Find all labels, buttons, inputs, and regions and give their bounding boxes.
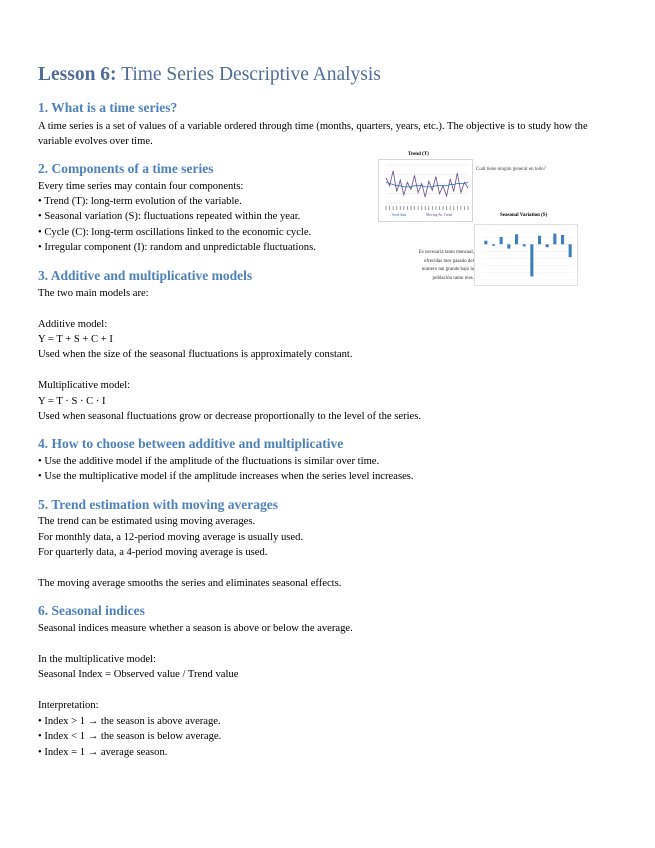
trend-tick-mark — [432, 206, 433, 210]
trend-tick-mark — [425, 206, 426, 210]
trend-tick-mark — [457, 206, 458, 210]
section-1-paragraph: A time series is a set of values of a variable ordered through time (months, quarters, years, etc.). The objective is to study how the variable evolves over time. — [38, 121, 588, 148]
choose-item-multiplicative: • Use the multiplicative model if the amplitude increases when the series level increases. — [38, 471, 414, 482]
seasonal-bar — [561, 235, 564, 244]
seasonal-bar — [492, 244, 495, 245]
seasonal-chart — [474, 224, 578, 286]
trend-tick-mark — [436, 206, 437, 210]
trend-tick-mark — [421, 206, 422, 210]
component-item-irregular: • Irregular component (I): random and unpredictable fluctuations. — [38, 242, 316, 253]
trend-tick-mark — [443, 206, 444, 210]
seasonal-note-line: población tanto mes. — [432, 275, 474, 281]
trend-figure — [378, 152, 473, 222]
trend-legend-average: Moving Av. Trend — [426, 213, 453, 217]
component-item-cycle: • Cycle (C): long-term oscillations linked to the economic cycle. — [38, 227, 312, 238]
seasonal-bar — [515, 234, 518, 244]
additive-model-use: Used when the size of the seasonal fluctuations is approximately constant. — [38, 349, 353, 360]
trend-tick-mark — [460, 206, 461, 210]
seasonal-bar — [546, 244, 549, 247]
page-title — [38, 64, 381, 86]
seasonal-note-line: número tan grande bajo la — [421, 267, 474, 272]
seasonal-bar — [523, 244, 526, 246]
trend-tick-mark — [389, 206, 390, 210]
seasonal-bar — [569, 244, 572, 257]
seasonal-bar — [553, 234, 556, 245]
trend-tick-mark — [400, 206, 401, 210]
section-2-intro: Every time series may contain four components: — [38, 181, 244, 192]
trend-figure-note: Cuál tiene ningún general en todo? — [476, 167, 546, 172]
section-6-heading: 6. Seasonal indices — [38, 603, 145, 618]
section-1-heading: 1. What is a time series? — [38, 100, 178, 115]
seasonal-bar — [530, 244, 533, 276]
section-3-heading: 3. Additive and multiplicative models — [38, 268, 253, 283]
trend-tick-mark — [403, 206, 404, 210]
section-5-heading: 5. Trend estimation with moving averages — [38, 497, 278, 512]
trend-tick-mark — [386, 206, 387, 210]
multiplicative-model-formula: Y = T · S · C · I — [38, 396, 106, 407]
section-4-heading: 4. How to choose between additive and multiplicative — [38, 436, 344, 451]
multiplicative-model-use: Used when seasonal fluctuations grow or decrease proportionally to the level of the series. — [38, 411, 422, 422]
moving-average-line: For quarterly data, a 4-period moving average is used. — [38, 547, 268, 558]
trend-tick-mark — [464, 206, 465, 210]
seasonal-bar — [484, 241, 487, 245]
trend-tick-mark — [453, 206, 454, 210]
seasonal-indices-paragraph: Seasonal indices measure whether a season is above or below the average. — [38, 623, 353, 634]
trend-tick-mark — [428, 206, 429, 210]
trend-legend-serie: Serie data — [392, 213, 407, 217]
seasonal-model-label: In the multiplicative model: — [38, 654, 156, 665]
seasonal-note-line: Es necesaria tanto mensual, — [418, 250, 474, 255]
additive-model-formula: Y = T + S + C + I — [38, 334, 113, 345]
interpretation-item-below: • Index < 1 → the season is below average. — [38, 731, 222, 742]
interpretation-label: Interpretation: — [38, 700, 99, 711]
trend-chart-title: Trend (T) — [408, 152, 429, 157]
trend-tick-mark — [414, 206, 415, 210]
lesson-number: Lesson 6: — [38, 64, 117, 85]
seasonal-chart-frame — [475, 225, 578, 286]
trend-tick-mark — [468, 206, 469, 210]
component-item-trend: • Trend (T): long-term evolution of the variable. — [38, 196, 242, 207]
lesson-title: Time Series Descriptive Analysis — [121, 64, 381, 85]
moving-average-line: For monthly data, a 12-period moving average is usually used. — [38, 532, 304, 543]
interpretation-item-average: • Index = 1 → average season. — [38, 747, 168, 758]
moving-average-note: The moving average smooths the series and eliminates seasonal effects. — [38, 578, 342, 589]
trend-tick-mark — [411, 206, 412, 210]
interpretation-item-above: • Index > 1 → the season is above average. — [38, 716, 221, 727]
seasonal-bar — [538, 236, 541, 245]
trend-tick-mark — [439, 206, 440, 210]
trend-tick-mark — [396, 206, 397, 210]
seasonal-chart-title: Seasonal Variation (S) — [500, 213, 548, 218]
seasonal-note-line: ofrecidas mes pasado del — [423, 258, 474, 264]
seasonal-index-formula: Seasonal Index = Observed value / Trend value — [38, 669, 239, 680]
section-3-intro: The two main models are: — [38, 288, 149, 299]
seasonal-bar — [507, 244, 510, 248]
trend-tick-mark — [407, 206, 408, 210]
section-2-heading: 2. Components of a time series — [38, 161, 214, 176]
seasonal-bar — [500, 237, 503, 244]
additive-model-label: Additive model: — [38, 319, 108, 330]
trend-tick-mark — [418, 206, 419, 210]
choose-item-additive: • Use the additive model if the amplitude of the fluctuations is similar over time. — [38, 456, 380, 467]
trend-tick-mark — [450, 206, 451, 210]
trend-tick-mark — [393, 206, 394, 210]
seasonal-figure-note — [386, 249, 474, 283]
multiplicative-model-label: Multiplicative model: — [38, 380, 131, 391]
component-item-seasonal: • Seasonal variation (S): fluctuations repeated within the year. — [38, 211, 301, 222]
trend-tick-mark — [446, 206, 447, 210]
moving-average-line: The trend can be estimated using moving averages. — [38, 516, 256, 527]
